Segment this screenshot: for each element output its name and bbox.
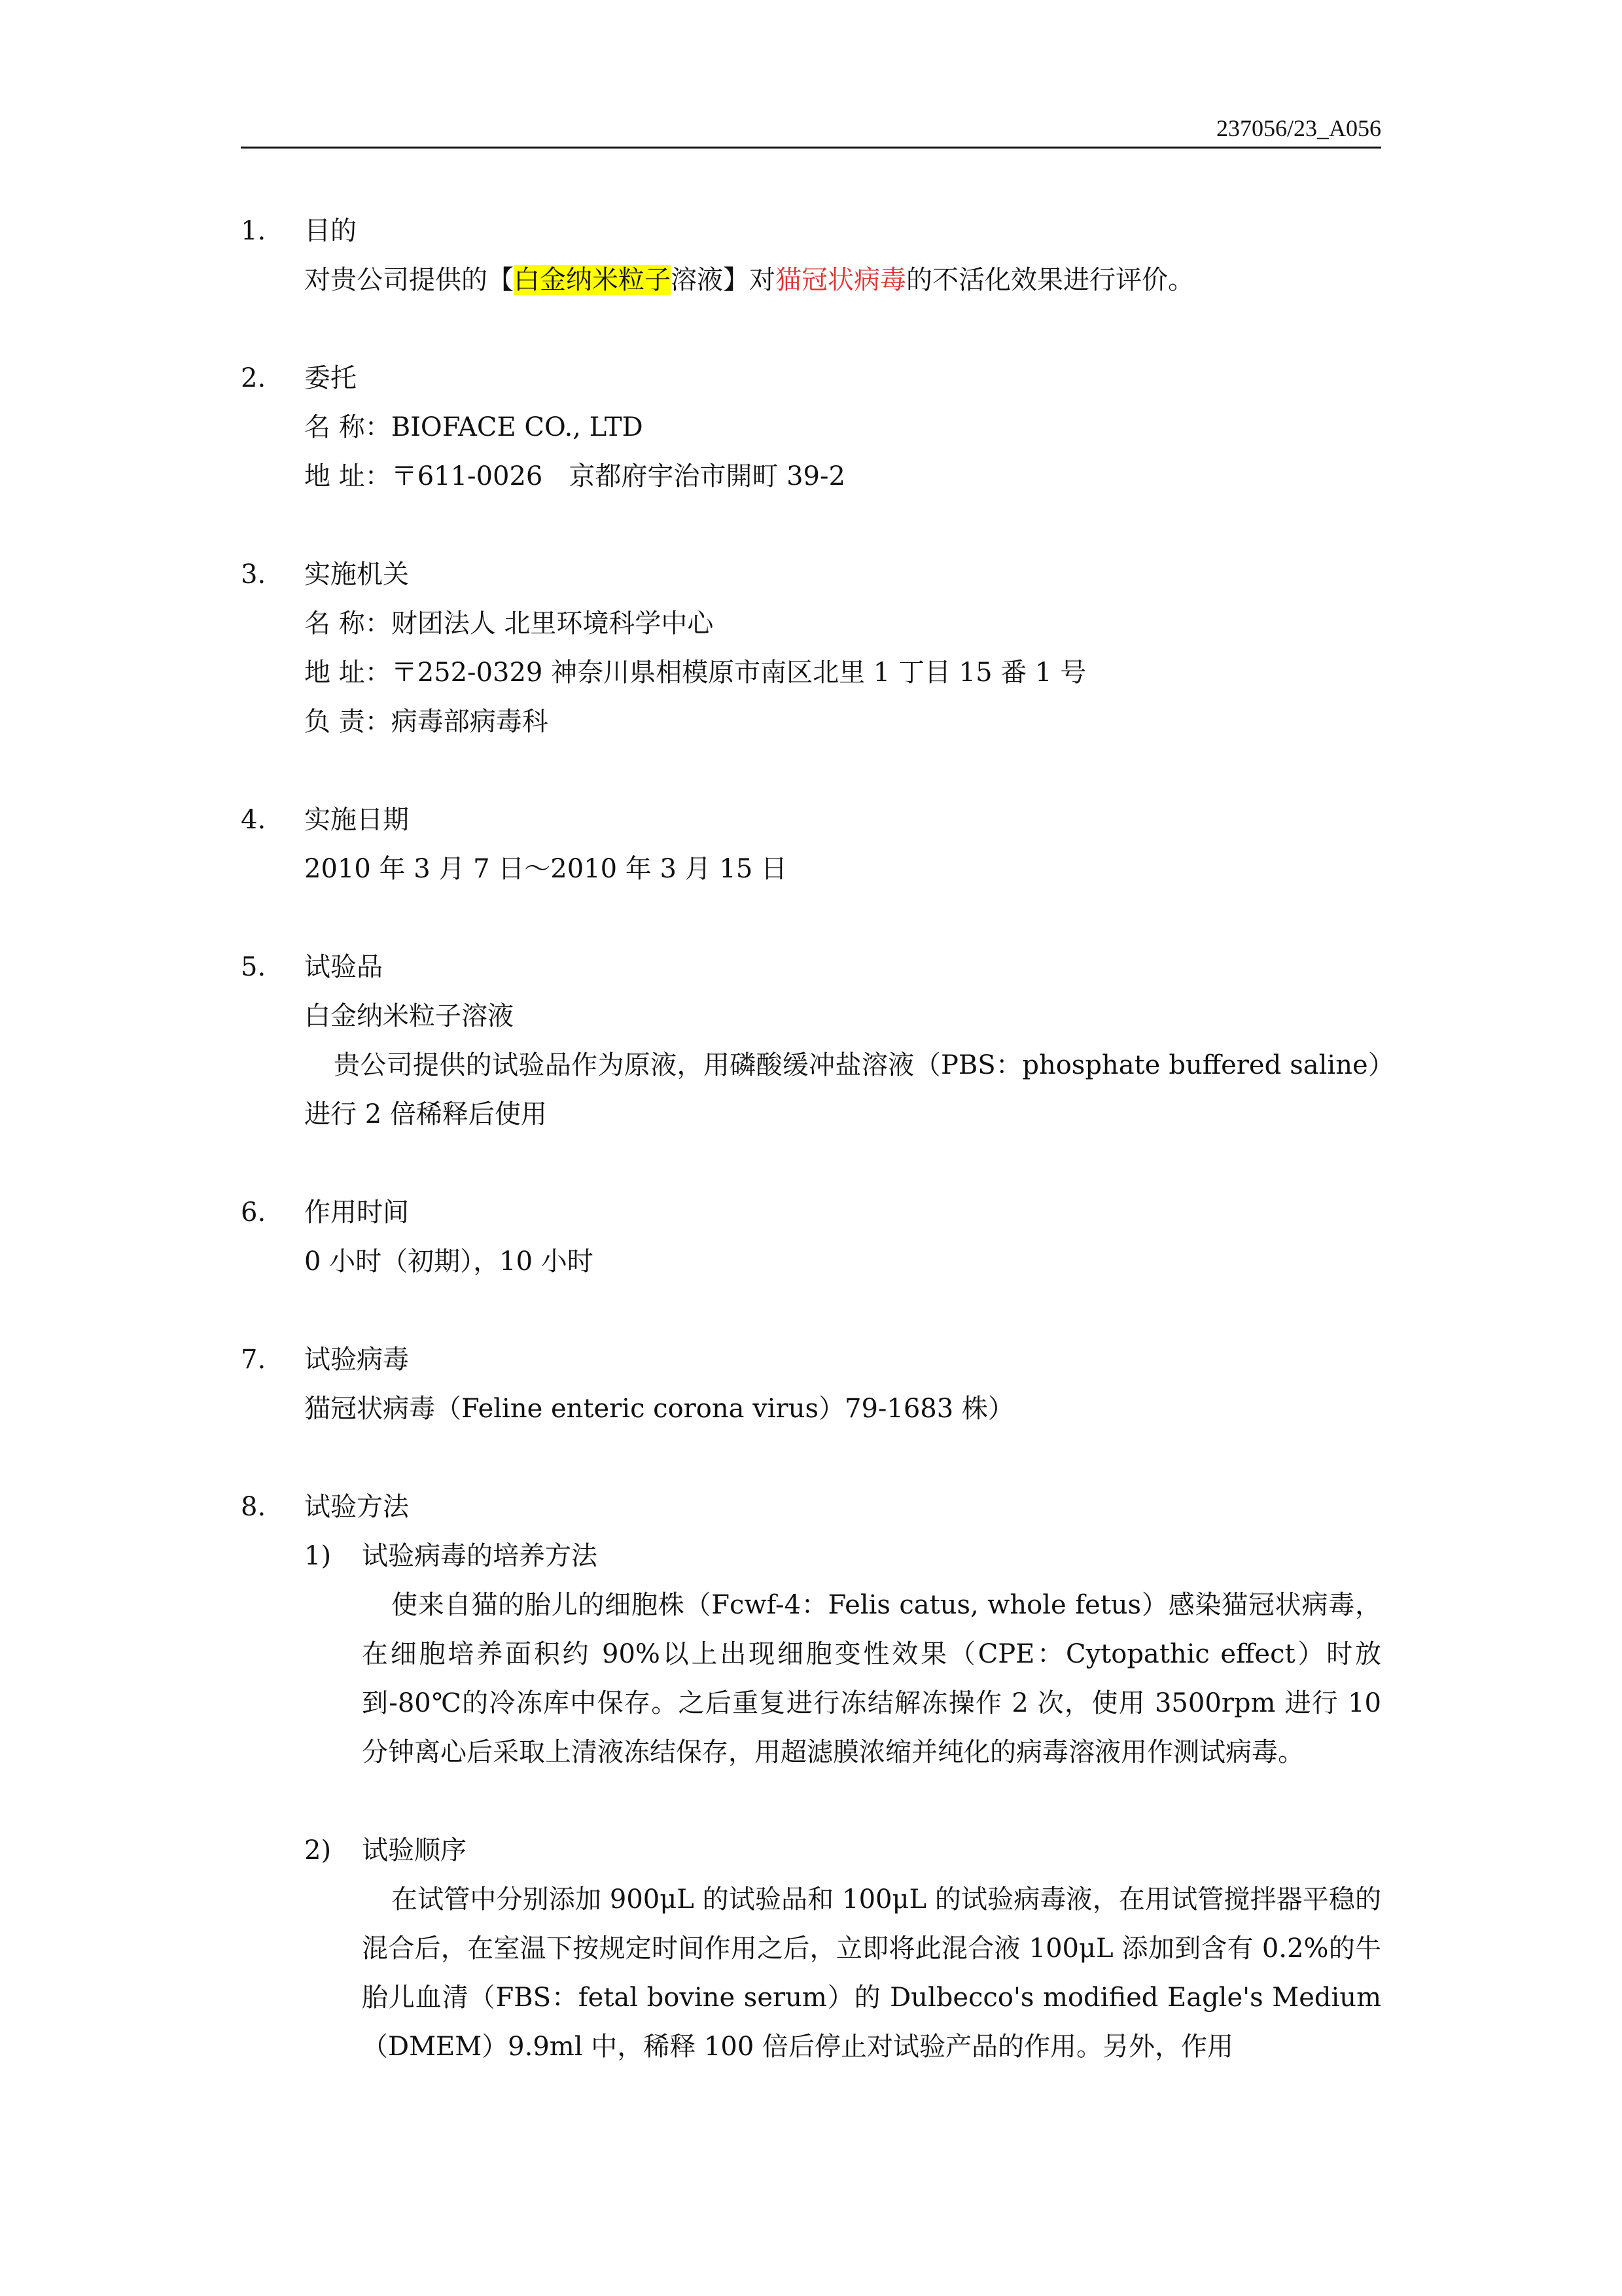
section-dates	[241, 796, 1381, 894]
subsection-number: 2)	[304, 1835, 332, 1865]
subsection-title: 试验顺序	[362, 1835, 467, 1865]
section-number: 7.	[241, 1345, 266, 1375]
client-address: 地 址：〒611-0026 京都府宇治市開町 39-2	[304, 461, 845, 491]
section-title: 作用时间	[304, 1197, 409, 1227]
subsection-title: 试验病毒的培养方法	[362, 1541, 597, 1571]
document-body	[241, 207, 1381, 2121]
purpose-text	[241, 256, 1381, 305]
section-title: 实施日期	[304, 805, 409, 835]
section-client	[241, 354, 1381, 501]
section-number: 8.	[241, 1492, 266, 1522]
product-name-highlight: 白金纳米粒子	[514, 265, 671, 295]
subsection-test-procedure	[241, 1826, 1381, 2072]
section-institution	[241, 550, 1381, 747]
institution-responsible: 负 责：病毒部病毒科	[304, 707, 548, 737]
section-number: 3.	[241, 559, 266, 590]
section-title: 委托	[304, 363, 357, 393]
test-procedure-text: 在试管中分别添加 900μL 的试验品和 100μL 的试验病毒液，在用试管搅拌器平稳的混合后，在室温下按规定时间作用之后，立即将此混合液 100μL 添加到含有 0.2%的牛胎儿血清（FBS：fetal bovine serum）的 Dulbecco's modified Eagle's Medium（DMEM）9.9ml 中，稀释 100 倍后停止对试验产品的作用。另外，作用	[362, 1884, 1381, 2062]
institution-address: 地 址：〒252-0329 神奈川県相模原市南区北里 1 丁目 15 番 1 号	[304, 658, 1087, 688]
section-test-virus	[241, 1335, 1381, 1434]
subsection-culture-method	[241, 1532, 1381, 1777]
purpose-post: 的不活化效果进行评价。	[906, 265, 1194, 295]
test-virus-name: 猫冠状病毒（Feline enteric corona virus）79-1683 株）	[304, 1394, 1014, 1424]
section-action-time	[241, 1188, 1381, 1286]
test-item-name: 白金纳米粒子溶液	[304, 1001, 514, 1031]
section-number: 1.	[241, 216, 266, 246]
header-rule	[241, 147, 1381, 149]
section-number: 6.	[241, 1197, 266, 1227]
section-title: 实施机关	[304, 559, 409, 590]
section-title: 试验品	[304, 952, 383, 982]
institution-name: 名 称：财团法人 北里环境科学中心	[304, 609, 714, 639]
purpose-mid: 溶液】对	[671, 265, 775, 295]
section-test-item	[241, 943, 1381, 1139]
section-title: 试验病毒	[304, 1345, 409, 1375]
action-times: 0 小时（初期），10 小时	[304, 1246, 593, 1277]
section-purpose	[241, 207, 1381, 305]
client-name: 名 称：BIOFACE CO., LTD	[304, 412, 643, 442]
section-number: 2.	[241, 363, 266, 393]
document-id: 237056/23_A056	[1216, 115, 1381, 141]
test-item-description: 贵公司提供的试验品作为原液，用磷酸缓冲盐溶液（PBS：phosphate buffered saline）进行 2 倍稀释后使用	[304, 1050, 1381, 1129]
test-dates: 2010 年 3 月 7 日～2010 年 3 月 15 日	[304, 854, 787, 884]
section-number: 4.	[241, 805, 266, 835]
purpose-pre: 对贵公司提供的【	[304, 265, 514, 295]
culture-method-text: 使来自猫的胎儿的细胞株（Fcwf-4：Felis catus, whole fetus）感染猫冠状病毒，在细胞培养面积约 90%以上出现细胞变性效果（CPE：Cytopathic effect）时放到-80℃的冷冻库中保存。之后重复进行冻结解冻操作 2 次，使用 3500rpm 进行 10 分钟离心后采取上清液冻结保存，用超滤膜浓缩并纯化的病毒溶液用作测试病毒。	[362, 1590, 1381, 1767]
section-title: 试验方法	[304, 1492, 409, 1522]
section-title: 目的	[304, 216, 357, 246]
subsection-number: 1)	[304, 1541, 332, 1571]
section-number: 5.	[241, 952, 266, 982]
virus-name-red: 猫冠状病毒	[775, 265, 906, 295]
section-test-method	[241, 1483, 1381, 2072]
